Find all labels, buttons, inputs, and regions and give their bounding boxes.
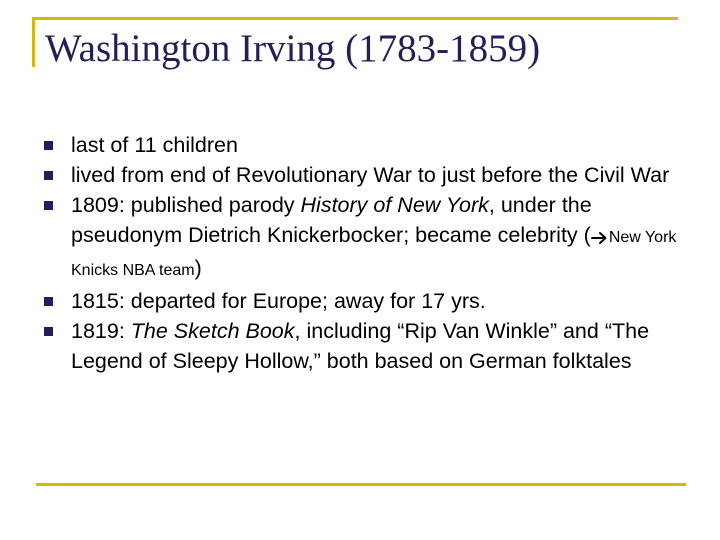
- square-bullet-icon: [44, 297, 53, 306]
- book-title: The Sketch Book: [130, 319, 295, 343]
- bullet-text: lived from end of Revolutionary War to just before the Civil War: [71, 163, 670, 187]
- bullet-list: [44, 130, 684, 376]
- square-bullet-icon: [44, 327, 53, 336]
- square-bullet-icon: [44, 141, 53, 150]
- left-accent-line: [32, 17, 35, 67]
- right-arrow-icon: [591, 231, 608, 245]
- bottom-accent-line: [36, 483, 686, 486]
- bullet-item: [44, 130, 684, 160]
- bullet-item: [44, 160, 684, 190]
- bullet-text: last of 11 children: [71, 133, 238, 157]
- square-bullet-icon: [44, 171, 53, 180]
- bullet-item: [44, 190, 684, 286]
- bullet-text: 1809: published parody: [71, 193, 301, 217]
- top-accent-line: [32, 17, 678, 20]
- bullet-text: , under the pseudonym Dietrich Knickerbocker; became celebrity (: [71, 193, 592, 247]
- bullet-item: [44, 316, 684, 376]
- bullet-text: 1819:: [71, 319, 131, 343]
- square-bullet-icon: [44, 201, 53, 210]
- aside-text: New York Knicks NBA team: [71, 229, 677, 279]
- bullet-item: [44, 286, 684, 316]
- bullet-text: , including “Rip Van Winkle” and “The Legend of Sleepy Hollow,” both based on German folktales: [71, 319, 650, 373]
- bullet-text: 1815: departed for Europe; away for 17 yrs.: [71, 289, 486, 313]
- book-title: History of New York: [300, 193, 489, 217]
- slide-title: Washington Irving (1783-1859): [45, 27, 541, 70]
- bullet-text: ): [194, 256, 202, 280]
